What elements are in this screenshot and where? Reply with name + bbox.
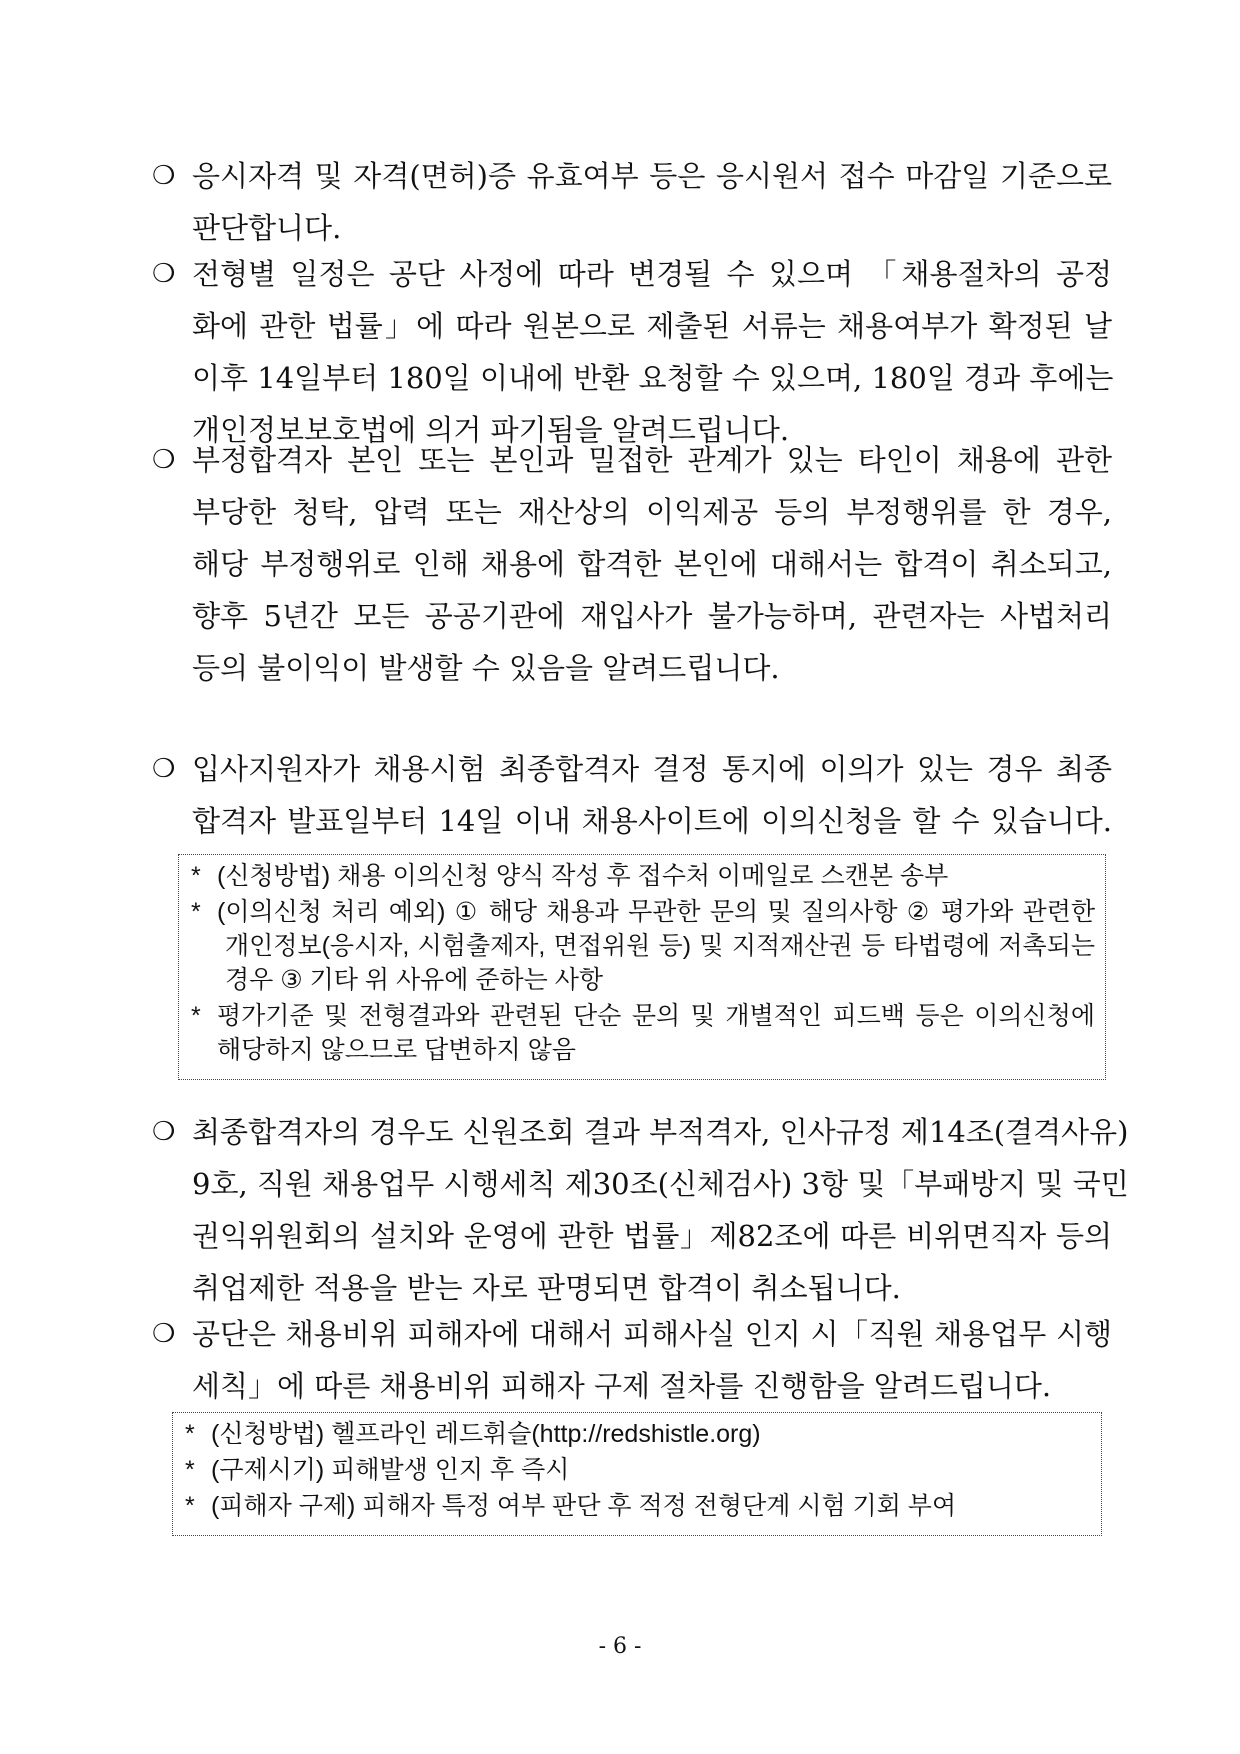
text-line: 부정합격자 본인 또는 본인과 밀접한 관계가 있는 타인이 채용에 관한: [192, 443, 1112, 477]
text-line: 전형별 일정은 공단 사정에 따라 변경될 수 있으며 「채용절차의 공정: [192, 257, 1112, 291]
note-line: (이의신청 처리 예외) ① 해당 채용과 무관한 문의 및 질의사항 ② 평가와 관련한: [217, 898, 1095, 926]
text-line: 판단합니다.: [192, 211, 342, 245]
page-number: - 6 -: [598, 1634, 642, 1659]
text-line: 향후 5년간 모든 공공기관에 재입사가 불가능하며, 관련자는 사법처리: [192, 599, 1112, 633]
note-item: [185, 1453, 1091, 1487]
text-line: 부당한 청탁, 압력 또는 재산상의 이익제공 등의 부정행위를 한 경우,: [192, 495, 1112, 529]
note-line: (피해자 구제) 피해자 특정 여부 판단 후 적정 전형단계 시험 기회 부여: [211, 1492, 957, 1520]
note-item: [185, 1417, 1091, 1451]
objection-notes-box: [178, 854, 1106, 1080]
circle-bullet-icon: ❍: [152, 754, 176, 784]
note-item: [191, 999, 1095, 1067]
bullet-eligibility-basis: [152, 150, 1112, 254]
note-line: 개인정보(응시자, 시험출제자, 면접위원 등) 및 지적재산권 등 타법령에 저촉되는: [225, 932, 1095, 960]
text-line: 취업제한 적용을 받는 자로 판명되면 합격이 취소됩니다.: [192, 1271, 901, 1305]
text-line: 이후 14일부터 180일 이내에 반환 요청할 수 있으며, 180일 경과 후에는: [192, 361, 1114, 395]
asterisk-icon: *: [191, 898, 201, 926]
note-item: [191, 895, 1095, 997]
asterisk-icon: *: [185, 1492, 195, 1520]
text-line: 공단은 채용비위 피해자에 대해서 피해사실 인지 시「직원 채용업무 시행: [192, 1317, 1112, 1351]
circle-bullet-icon: ❍: [152, 1117, 176, 1147]
note-line: (구제시기) 피해발생 인지 후 즉시: [211, 1456, 570, 1484]
bullet-schedule-document-return: [152, 248, 1112, 456]
circle-bullet-icon: ❍: [152, 161, 176, 191]
bullet-victim-relief: [152, 1308, 1112, 1412]
text-line: 합격자 발표일부터 14일 이내 채용사이트에 이의신청을 할 수 있습니다.: [192, 804, 1112, 838]
note-line: 경우 ③ 기타 위 사유에 준하는 사항: [225, 966, 604, 994]
note-line: (신청방법) 헬프라인 레드휘슬(http://redshistle.org): [211, 1420, 761, 1448]
bullet-objection: [152, 743, 1112, 847]
text-line: 응시자격 및 자격(면허)증 유효여부 등은 응시원서 접수 마감일 기준으로: [192, 159, 1112, 193]
circle-bullet-icon: ❍: [152, 1319, 176, 1349]
asterisk-icon: *: [191, 862, 201, 890]
text-line: 화에 관한 법률」에 따라 원본으로 제출된 서류는 채용여부가 확정된 날: [192, 309, 1112, 343]
text-line: 9호, 직원 채용업무 시행세칙 제30조(신체검사) 3항 및「부패방지 및 국민: [192, 1167, 1129, 1201]
asterisk-icon: *: [185, 1420, 195, 1448]
note-item: [185, 1489, 1091, 1523]
text-line: 입사지원자가 채용시험 최종합격자 결정 통지에 이의가 있는 경우 최종: [192, 752, 1112, 786]
asterisk-icon: *: [185, 1456, 195, 1484]
text-line: 등의 불이익이 발생할 수 있음을 알려드립니다.: [192, 651, 780, 685]
relief-notes-box: [172, 1412, 1102, 1536]
text-line: 개인정보보호법에 의거 파기됨을 알려드립니다.: [192, 413, 790, 447]
text-line: 권익위원회의 설치와 운영에 관한 법률」제82조에 따른 비위면직자 등의: [192, 1219, 1112, 1253]
circle-bullet-icon: ❍: [152, 445, 176, 475]
asterisk-icon: *: [191, 1002, 201, 1030]
text-line: 최종합격자의 경우도 신원조회 결과 부적격자, 인사규정 제14조(결격사유): [192, 1115, 1129, 1149]
note-line: 평가기준 및 전형결과와 관련된 단순 문의 및 개별적인 피드백 등은 이의신청에: [217, 1002, 1095, 1030]
bullet-fraudulent-pass: [152, 434, 1112, 694]
circle-bullet-icon: ❍: [152, 259, 176, 289]
note-line: (신청방법) 채용 이의신청 양식 작성 후 접수처 이메일로 스캔본 송부: [217, 862, 949, 890]
note-item: [191, 859, 1095, 893]
bullet-final-candidate-check: [152, 1106, 1129, 1314]
text-line: 해당 부정행위로 인해 채용에 합격한 본인에 대해서는 합격이 취소되고,: [192, 547, 1112, 581]
text-line: 세칙」에 따른 채용비위 피해자 구제 절차를 진행함을 알려드립니다.: [192, 1369, 1052, 1403]
note-line: 해당하지 않으므로 답변하지 않음: [217, 1036, 576, 1064]
